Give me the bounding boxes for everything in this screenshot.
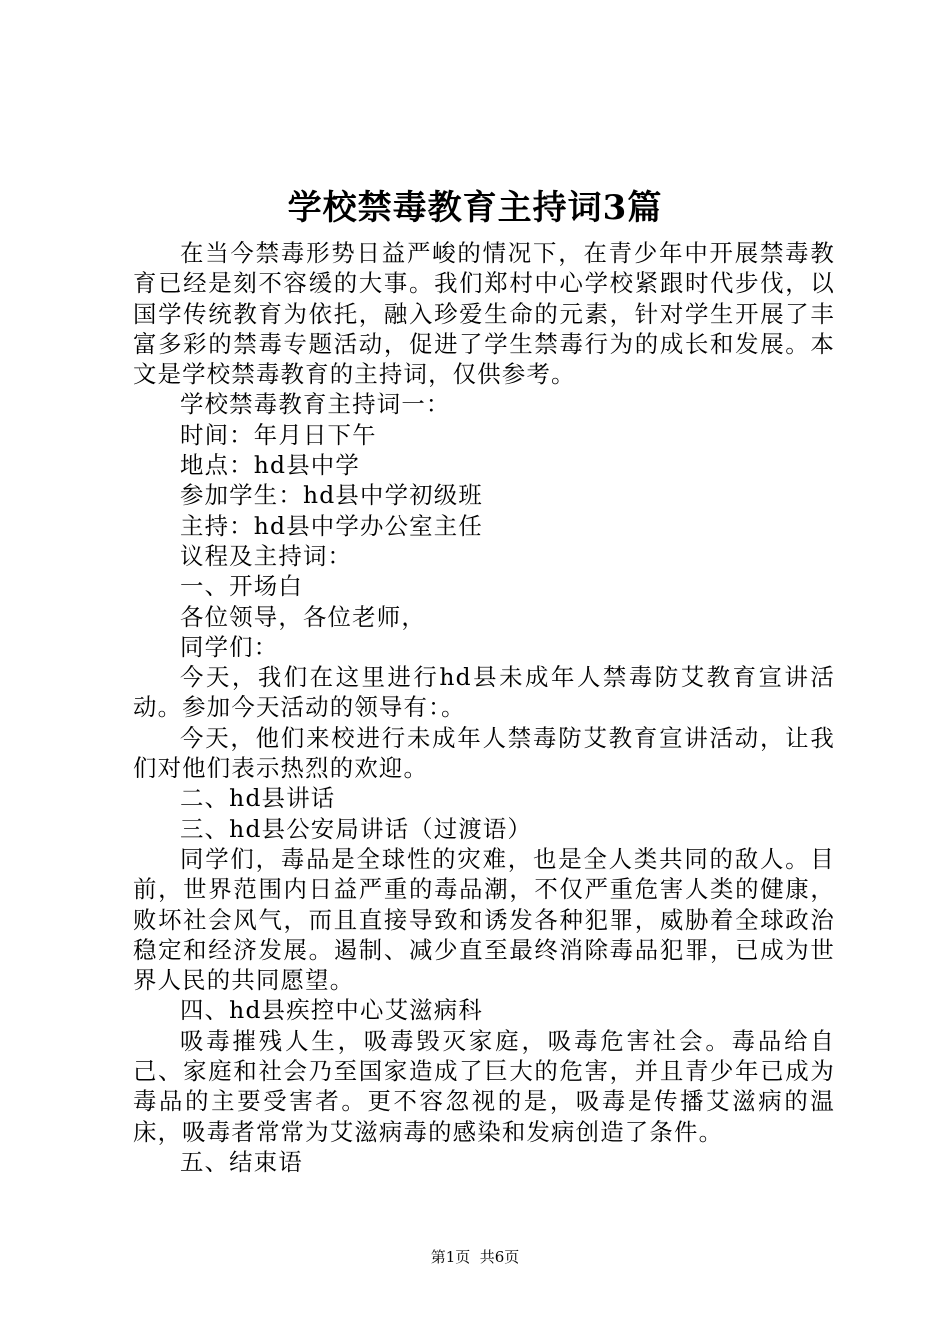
paragraph-aids-link: 吸毒摧残人生，吸毒毁灭家庭，吸毒危害社会。毒品给自己、家庭和社会乃至国家造成了巨大的危害，并且青少年已成为毒品的主要受害者。更不容忽视的是，吸毒是传播艾滋病的温床，吸毒者常常为艾滋病毒的感染和发病创造了条件。: [133, 1026, 835, 1146]
paragraph-agenda: 议程及主持词：: [180, 541, 353, 570]
paragraph-section-opening: 一、开场白: [180, 572, 303, 601]
paragraph-greeting-leaders: 各位领导，各位老师，: [180, 602, 426, 631]
document-body: [133, 238, 835, 1177]
paragraph-time: 时间：年月日下午: [180, 420, 377, 449]
paragraph-welcome: 今天，他们来校进行未成年人禁毒防艾教育宣讲活动，让我们对他们表示热烈的欢迎。: [133, 723, 835, 783]
paragraph-heading-part-one: 学校禁毒教育主持词一：: [180, 390, 451, 419]
paragraph-section-two: 二、hd县讲话: [180, 784, 336, 813]
paragraph-section-four: 四、hd县疾控中心艾滋病科: [180, 996, 483, 1025]
paragraph-event-intro: 今天，我们在这里进行hd县未成年人禁毒防艾教育宣讲活动。参加今天活动的领导有：。: [133, 663, 835, 722]
paragraph-intro: 在当今禁毒形势日益严峻的情况下，在青少年中开展禁毒教育已经是刻不容缓的大事。我们郑村中心学校紧跟时代步伐，以国学传统教育为依托，融入珍爱生命的元素，针对学生开展了丰富多彩的禁毒专题活动，促进了学生禁毒行为的成长和发展。本文是学校禁毒教育的主持词，仅供参考。: [133, 239, 835, 389]
page-footer: 第1页 共6页: [430, 1248, 520, 1266]
paragraph-drug-hazard: 同学们，毒品是全球性的灾难，也是全人类共同的敌人。目前，世界范围内日益严重的毒品潮，不仅严重危害人类的健康，败坏社会风气，而且直接导致和诱发各种犯罪，威胁着全球政治稳定和经济发展。遏制、减少直至最终消除毒品犯罪，已成为世界人民的共同愿望。: [133, 844, 835, 995]
paragraph-host: 主持：hd县中学办公室主任: [180, 511, 483, 540]
paragraph-participants: 参加学生：hd县中学初级班: [180, 481, 483, 510]
paragraph-location: 地点：hd县中学: [180, 451, 360, 480]
paragraph-section-three: 三、hd县公安局讲话（过渡语）: [180, 814, 533, 843]
paragraph-greeting-students: 同学们：: [180, 632, 279, 661]
page-title: 学校禁毒教育主持词3篇: [287, 188, 663, 228]
paragraph-section-five: 五、结束语: [180, 1147, 303, 1176]
